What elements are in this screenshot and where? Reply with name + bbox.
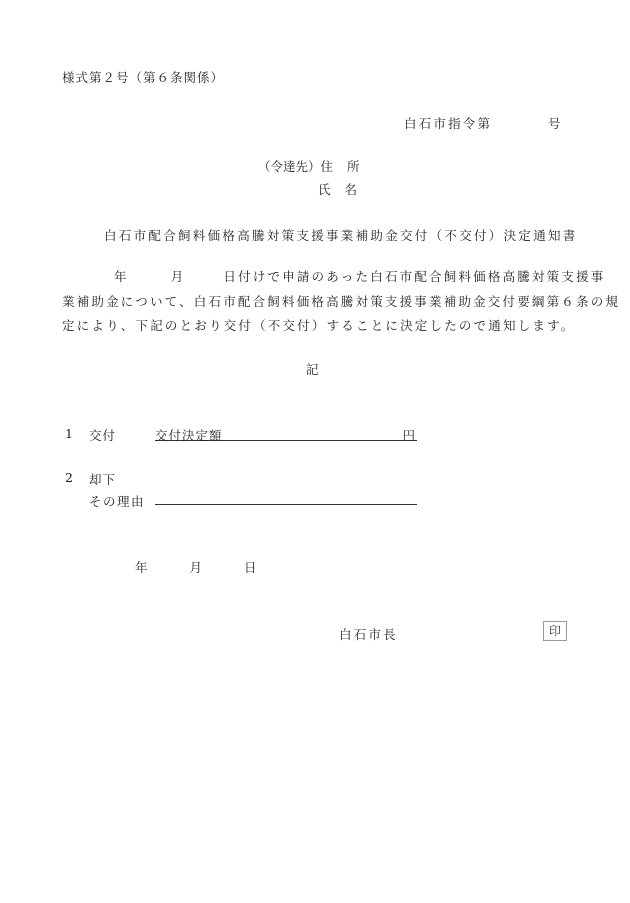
item-1-label: 交付 <box>89 428 117 443</box>
yen-unit: 円 <box>402 428 415 443</box>
issuer-name: 白石市長 <box>339 627 398 642</box>
document-number-suffix: 号 <box>548 116 561 131</box>
document-title: 白石市配合飼料価格高騰対策支援事業補助金交付（不交付）決定通知書 <box>104 228 578 243</box>
name-label-char-2: 名 <box>344 182 358 197</box>
address-label-char-1: 住 <box>320 159 334 174</box>
grant-amount-field[interactable] <box>155 424 417 441</box>
body-year-label: 年 <box>114 269 129 284</box>
seal-stamp: 印 <box>543 621 567 641</box>
body-line-1 <box>62 265 606 290</box>
item-1-number: 1 <box>65 426 73 441</box>
form-identifier: 様式第２号（第６条関係） <box>62 70 225 85</box>
body-line-1-text: 日付けで申請のあった白石市配合飼料価格高騰対策支援事 <box>223 269 606 284</box>
ki-heading: 記 <box>306 362 319 377</box>
reason-label: その理由 <box>89 494 146 509</box>
document-number-prefix: 白石市指令第 <box>404 116 493 131</box>
item-2-number: 2 <box>65 470 73 485</box>
issue-day-label: 日 <box>244 560 257 575</box>
recipient-address-label <box>258 157 360 175</box>
document-number <box>404 114 561 132</box>
address-label-char-2: 所 <box>347 159 360 174</box>
name-label-char-1: 氏 <box>318 182 331 197</box>
reason-field[interactable] <box>155 490 417 505</box>
issue-date <box>135 558 257 576</box>
issue-month-label: 月 <box>189 560 203 575</box>
issue-year-label: 年 <box>135 560 148 575</box>
item-2-label: 却下 <box>89 472 117 487</box>
grant-amount-label: 交付決定額 <box>155 428 223 443</box>
body-line-2: 業補助金について、白石市配合飼料価格高騰対策支援事業補助金交付要綱第６条の規 <box>62 293 621 309</box>
recipient-name-label <box>318 180 357 198</box>
body-paragraph <box>62 265 621 339</box>
body-month-label: 月 <box>170 269 186 284</box>
recipient-bracket-label: （令達先） <box>258 159 321 174</box>
body-line-3: 定により、下記のとおり交付（不交付）することに決定したので通知します。 <box>62 318 576 333</box>
